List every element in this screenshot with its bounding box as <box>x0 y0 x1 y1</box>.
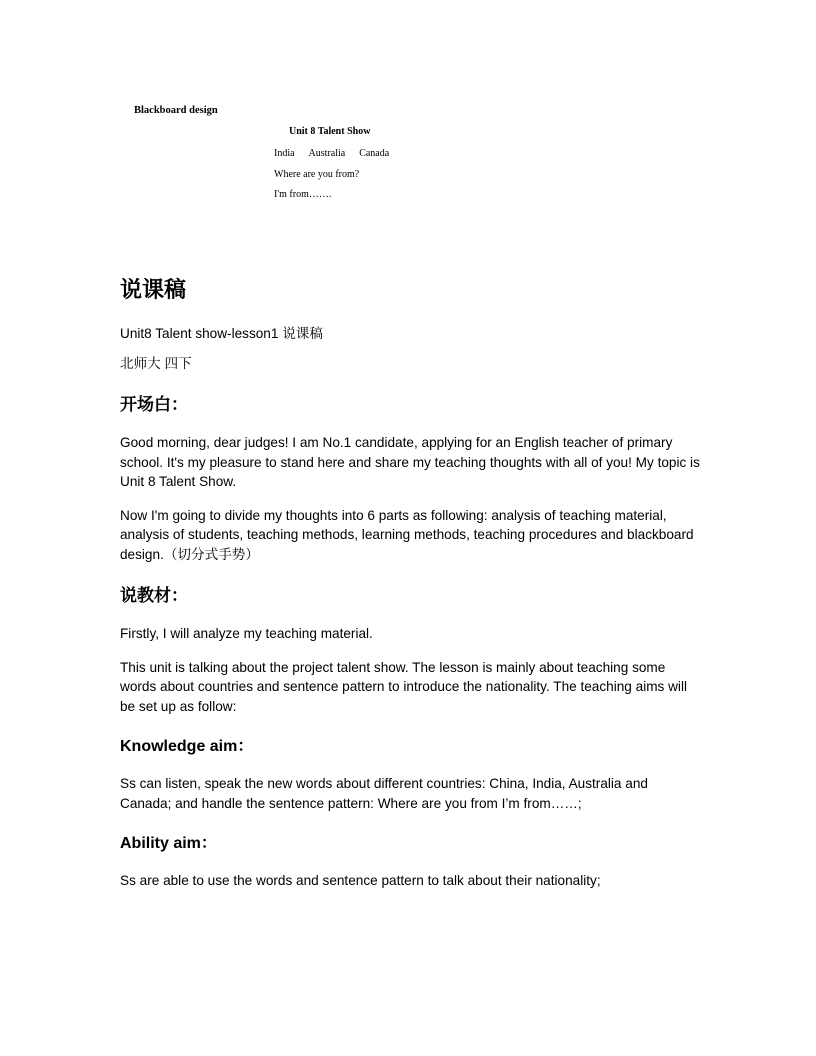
material-heading: 说教材： <box>120 586 188 606</box>
document-subtitle: Unit8 Talent show-lesson1 说课稿 <box>120 326 323 341</box>
blackboard-unit-title: Unit 8 Talent Show <box>289 126 371 137</box>
country-india: India <box>274 148 295 159</box>
knowledge-aim-paragraph: Ss can listen, speak the new words about different countries: China, India, Australia and Canada; and handle the sentence pattern: Where are you from I’m from……; <box>120 776 648 811</box>
blackboard-answer: I'm from……. <box>274 189 332 200</box>
opening-paragraph-1: Good morning, dear judges! I am No.1 candidate, applying for an English teacher of primary school. It's my pleasure to stand here and share my teaching thoughts with all of you! My topic is Unit 8 Talent Show. <box>120 435 700 489</box>
blackboard-design-title: Blackboard design <box>134 105 218 116</box>
document-body <box>120 276 700 905</box>
ability-aim-paragraph: Ss are able to use the words and sentence pattern to talk about their nationality; <box>120 873 601 888</box>
ability-aim-heading: Ability aim： <box>120 835 217 852</box>
country-canada: Canada <box>359 148 390 159</box>
blackboard-question: Where are you from? <box>274 169 360 180</box>
material-paragraph-1: Firstly, I will analyze my teaching material. <box>120 626 373 641</box>
country-australia: Australia <box>308 148 346 159</box>
publisher-line: 北师大 四下 <box>120 355 192 371</box>
opening-heading: 开场白： <box>120 395 188 415</box>
knowledge-aim-heading: Knowledge aim： <box>120 738 254 755</box>
material-paragraph-2: This unit is talking about the project talent show. The lesson is mainly about teaching some words about countries and sentence pattern to introduce the nationality. The teaching aims will be set up as follow: <box>120 659 687 714</box>
opening-paragraph-2: Now I'm going to divide my thoughts into 6 parts as following: analysis of teaching material, analysis of students, teaching methods, learning methods, teaching procedures and blackboard design.（切分式手势） <box>120 507 694 562</box>
blackboard-countries-line <box>274 148 389 160</box>
main-heading: 说课稿 <box>120 278 187 303</box>
